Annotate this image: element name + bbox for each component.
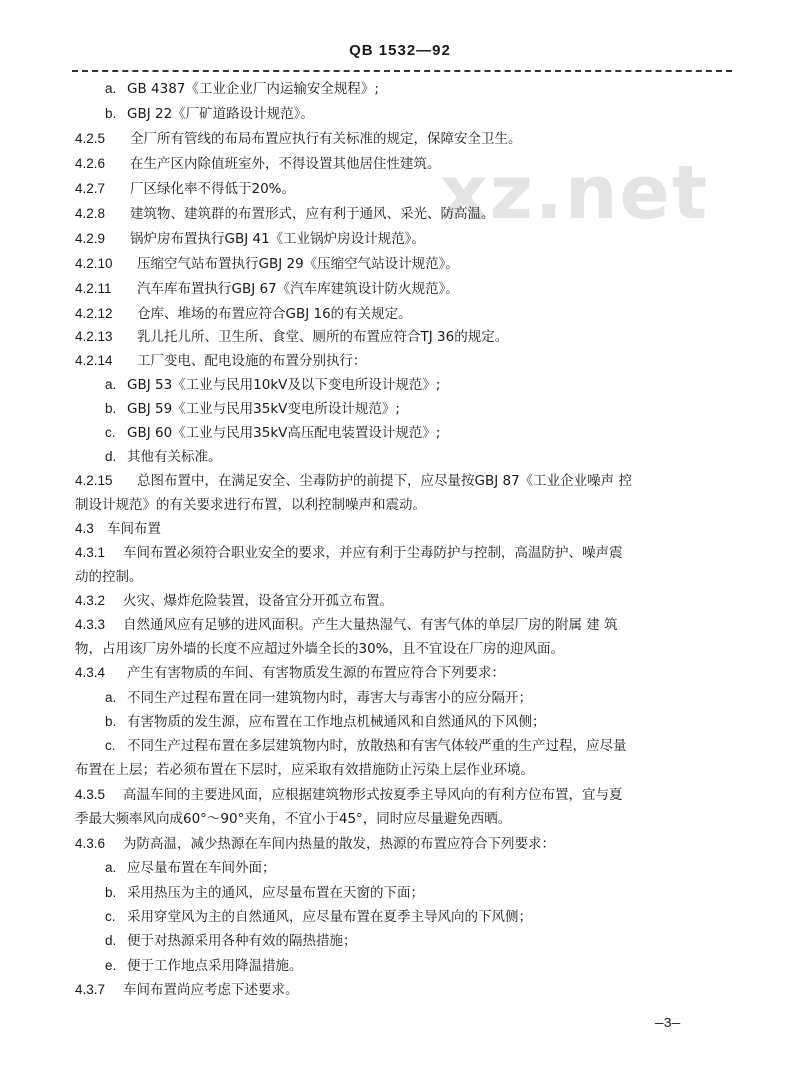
- list-item: b. GBJ 59《工业与民用35kV变电所设计规范》;: [105, 401, 400, 417]
- list-item: a. 不同生产过程布置在同一建筑物内时，毒害大与毒害小的应分隔开；: [105, 690, 532, 706]
- clause: 4.2.6 在生产区内除值班室外，不得设置其他居住性建筑。: [75, 156, 441, 172]
- document-code-header: QB 1532—92: [349, 42, 451, 59]
- clause: 4.2.14 工厂变电、配电设施的布置分别执行：: [75, 353, 367, 369]
- watermark: xz.net: [440, 150, 710, 236]
- clause: 4.2.13 乳儿托儿所、卫生所、食堂、厕所的布置应符合TJ 36的规定。: [75, 329, 509, 345]
- page-number: —3—: [655, 1016, 681, 1032]
- list-item: b. 有害物质的发生源，应布置在工作地点机械通风和自然通风的下风侧；: [105, 714, 546, 730]
- clause: 4.2.9 锅炉房布置执行GBJ 41《工业锅炉房设计规范》。: [75, 231, 425, 247]
- list-item: c. 采用穿堂风为主的自然通风，应尽量布置在夏季主导风向的下风侧；: [105, 909, 532, 925]
- list-item: a. GBJ 53《工业与民用10kV及以下变电所设计规范》;: [105, 377, 441, 393]
- clause: 4.2.12 仓库、堆场的布置应符合GBJ 16的有关规定。: [75, 306, 412, 322]
- clause: 4.3.1 车间布置必须符合职业安全的要求，并应有利于尘毒防护与控制，高温防护、噪声震: [75, 545, 623, 561]
- list-item: d. 便于对热源采用各种有效的隔热措施；: [105, 933, 357, 949]
- clause: 4.3.6 为防高温，减少热源在车间内热量的散发，热源的布置应符合下列要求：: [75, 836, 555, 852]
- section-heading: 4.3 车间布置: [75, 521, 161, 537]
- clause-continuation: 制设计规范》的有关要求进行布置，以利控制噪声和震动。: [75, 497, 426, 513]
- list-item: c. GBJ 60《工业与民用35kV高压配电装置设计规范》;: [105, 425, 441, 441]
- clause-continuation: 物，占用该厂房外墙的长度不应超过外墙全长的30%，且不宜设在厂房的迎风面。: [75, 641, 565, 657]
- clause: 4.3.4 产生有害物质的车间、有害物质发生源的布置应符合下列要求：: [75, 665, 505, 681]
- clause: 4.2.8 建筑物、建筑群的布置形式，应有利于通风、采光、防高温。: [75, 206, 495, 222]
- clause: 4.2.10 压缩空气站布置执行GBJ 29《压缩空气站设计规范》。: [75, 256, 459, 272]
- clause: 4.2.11 汽车库布置执行GBJ 67《汽车库建筑设计防火规范》。: [75, 281, 459, 297]
- list-item: a. GB 4387《工业企业厂内运输安全规程》;: [105, 81, 379, 97]
- clause: 4.3.3 自然通风应有足够的进风面积。产生大量热湿气、有害气体的单层厂房的附属 建 筑: [75, 617, 618, 633]
- clause: 4.3.2 火灾、爆炸危险装置，设备宜分开孤立布置。: [75, 593, 393, 609]
- header-rule: [72, 70, 732, 72]
- list-item: d. 其他有关标准。: [105, 449, 222, 465]
- clause: 4.3.7 车间布置尚应考虑下述要求。: [75, 982, 299, 998]
- clause-continuation: 动的控制。: [75, 569, 143, 585]
- list-item: a. 应尽量布置在车间外面；: [105, 860, 276, 876]
- clause: 4.3.5 高温车间的主要进风面，应根据建筑物形式按夏季主导风向的有利方位布置，宜与夏: [75, 787, 623, 803]
- clause: 4.2.15 总图布置中，在满足安全、尘毒防护的前提下，应尽量按GBJ 87《工业企业噪声 控: [75, 473, 632, 489]
- list-item: b. GBJ 22《厂矿道路设计规范》。: [105, 106, 314, 122]
- clause: 4.2.5 全厂所有管线的布局布置应执行有关标准的规定，保障安全卫生。: [75, 131, 522, 147]
- clause: 4.2.7 厂区绿化率不得低于20%。: [75, 181, 296, 197]
- list-item-continuation: 布置在上层；若必须布置在下层时，应采取有效措施防止污染上层作业环境。: [75, 762, 534, 778]
- list-item: c. 不同生产过程布置在多层建筑物内时，放散热和有害气体较严重的生产过程，应尽量: [105, 738, 627, 754]
- list-item: e. 便于工作地点采用降温措施。: [105, 958, 303, 974]
- list-item: b. 采用热压为主的通风，应尽量布置在天窗的下面；: [105, 885, 424, 901]
- clause-continuation: 季最大频率风向成60°～90°夹角，不宜小于45°，同时应尽量避免西晒。: [75, 811, 512, 827]
